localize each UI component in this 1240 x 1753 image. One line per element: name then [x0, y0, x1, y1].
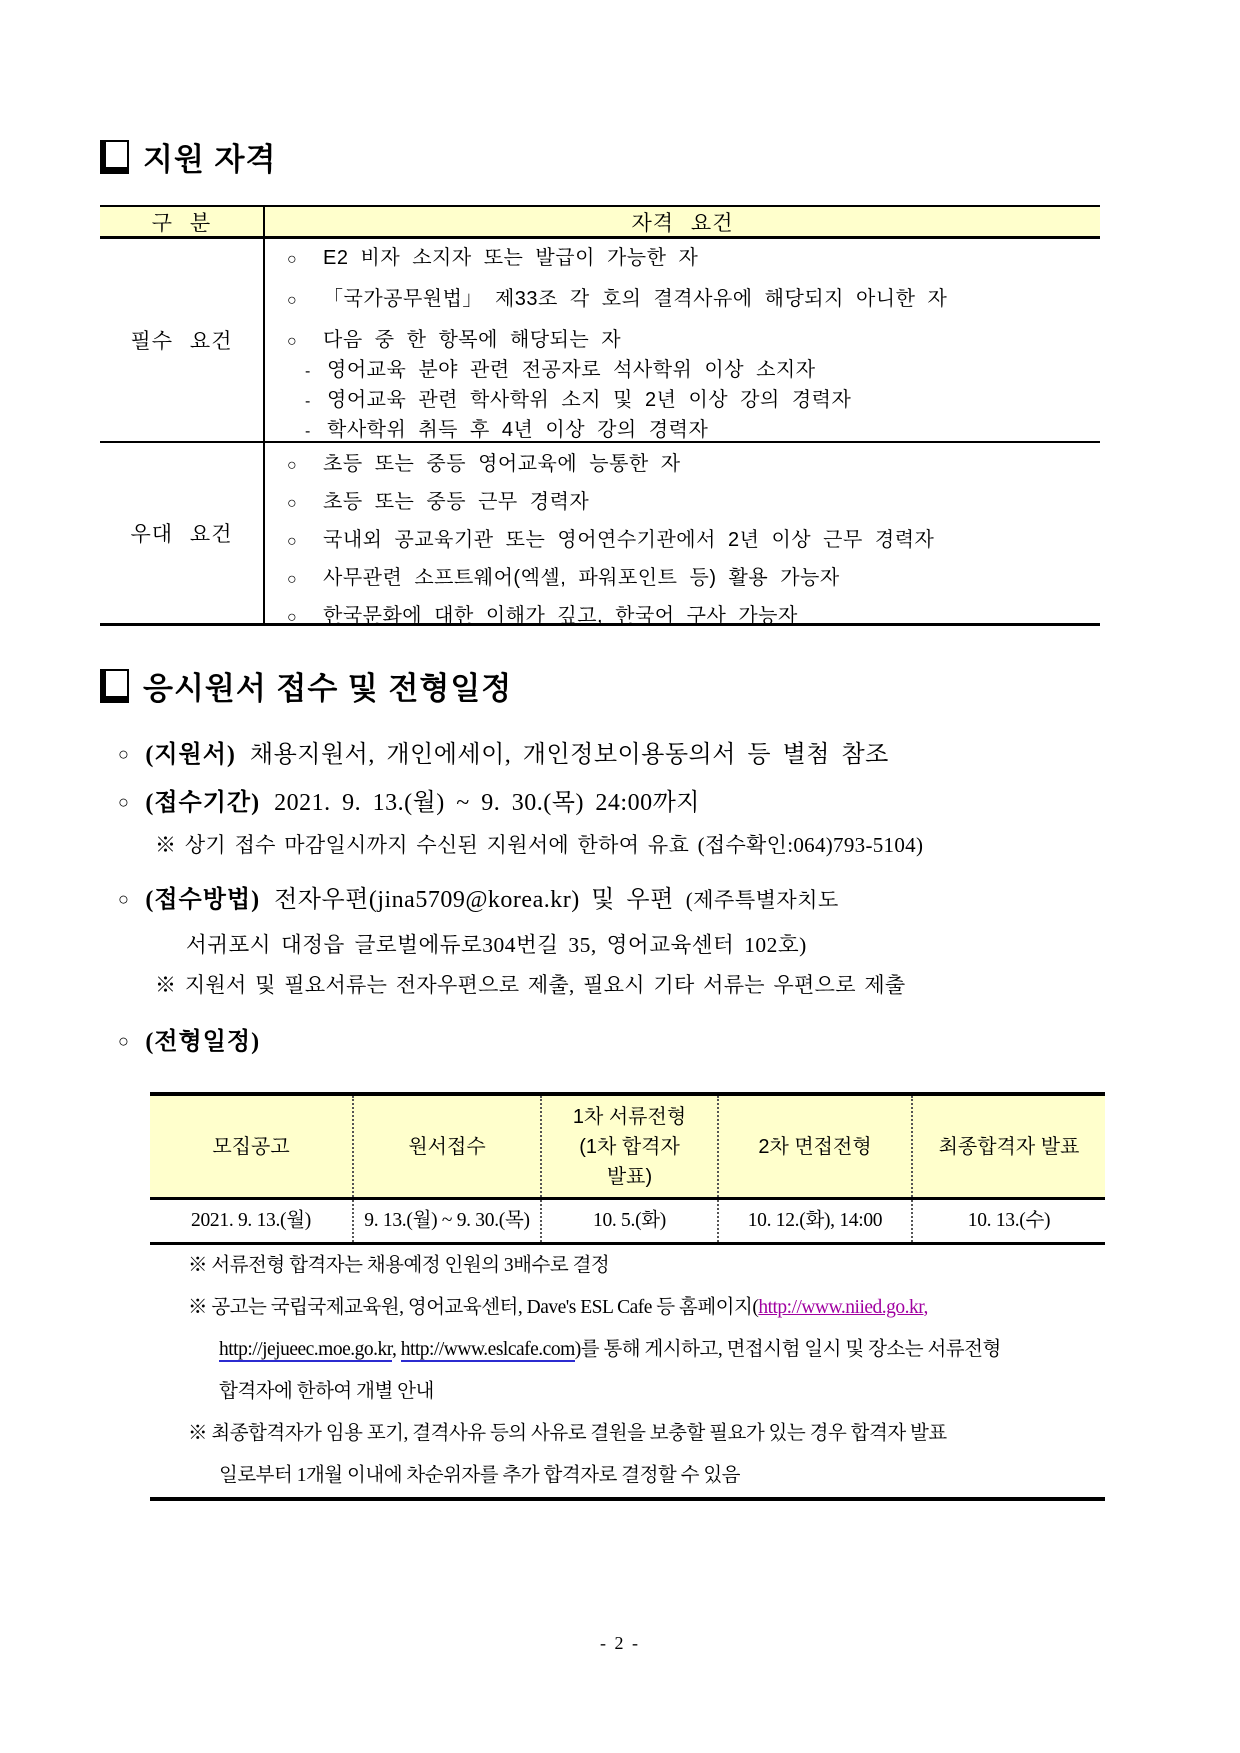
square-bullet-icon — [100, 669, 129, 703]
list-item — [287, 489, 1100, 517]
list-subitem — [287, 387, 1100, 415]
list-item — [287, 565, 1100, 593]
header-announcement: 모집공고 — [150, 1096, 354, 1197]
requirement-text: 초등 또는 중등 영어교육에 능통한 자 — [323, 453, 681, 475]
section-title-text: 응시원서 접수 및 전형일정 — [143, 671, 513, 706]
bullet-application-form — [118, 738, 889, 773]
circle-bullet-icon: ○ — [118, 1031, 130, 1051]
list-subitem — [287, 357, 1100, 385]
requirement-text: 한국문화에 대한 이해가 깊고, 한국어 구사 가능자 — [323, 605, 798, 627]
header-final-result: 최종합격자 발표 — [938, 1135, 1080, 1158]
qualification-table-header — [100, 207, 1100, 239]
list-item — [287, 327, 1100, 355]
note-text: )를 통해 게시하고, 면접시험 일시 및 장소는 서류전형 — [574, 1339, 1001, 1360]
note-line — [188, 1329, 1105, 1371]
list-item — [287, 527, 1100, 555]
circle-bullet-icon: ○ — [287, 333, 298, 350]
requirement-text: 「국가공무원법」 제33조 각 호의 결격사유에 해당되지 아니한 자 — [323, 288, 948, 310]
requirement-text: 다음 중 한 항목에 해당되는 자 — [323, 329, 622, 351]
note-text: ※ 공고는 국립국제교육원, 영어교육센터, Dave's ESL Cafe 등 홈페이지( — [188, 1297, 759, 1318]
circle-bullet-icon: ○ — [118, 889, 130, 909]
circle-bullet-icon: ○ — [287, 292, 298, 309]
row-label-preferred: 우대 요건 — [100, 443, 265, 623]
address-open: (제주특별자치도 — [685, 888, 839, 912]
bullet-text: 채용지원서, 개인에세이, 개인정보이용동의서 등 별첨 참조 — [249, 742, 889, 768]
list-item — [287, 451, 1100, 479]
section-title-qualifications — [100, 134, 276, 179]
circle-bullet-icon: ○ — [287, 495, 298, 512]
bullet-text: 2021. 9. 13.(월) ~ 9. 30.(목) 24:00까지 — [274, 790, 700, 816]
dash-bullet-icon: - — [305, 423, 311, 440]
cell-announcement-date: 2021. 9. 13.(월) — [150, 1200, 354, 1242]
header-line: 발표) — [606, 1165, 653, 1188]
required-items — [265, 239, 1100, 441]
note-submission: ※ 지원서 및 필요서류는 전자우편으로 제출, 필요시 기타 서류는 우편으로 제출 — [155, 973, 906, 997]
bullet-text: 전자우편(jina5709@korea.kr) 및 우편 — [274, 887, 674, 913]
schedule-table-row — [150, 1200, 1105, 1245]
link-comma: , — [923, 1297, 928, 1318]
requirement-text: 영어교육 관련 학사학위 소지 및 2년 이상 강의 경력자 — [327, 389, 852, 411]
note-line: 일로부터 1개월 이내에 차순위자를 추가 합격자로 결정할 수 있음 — [219, 1465, 741, 1486]
link-jejueec[interactable]: http://jejueec.moe.go.kr — [219, 1339, 392, 1360]
requirement-text: 사무관련 소프트웨어(엑셀, 파워포인트 등) 활용 가능자 — [323, 567, 840, 589]
table-row-required — [100, 239, 1100, 443]
header-line: (1차 합격자 — [579, 1135, 680, 1158]
address-continued: 서귀포시 대정읍 글로벌에듀로304번길 35, 영어교육센터 102호) — [186, 933, 807, 957]
schedule-notes — [150, 1245, 1105, 1497]
bullet-application-period — [118, 786, 700, 821]
list-item — [287, 286, 1100, 314]
table-row-preferred — [100, 443, 1100, 627]
bullet-label: (전형일정) — [145, 1029, 261, 1055]
section-title-text: 지원 자격 — [143, 142, 277, 177]
header-line: 1차 서류전형 — [572, 1105, 687, 1128]
circle-bullet-icon: ○ — [287, 251, 298, 268]
requirement-text: 국내외 공교육기관 또는 영어연수기관에서 2년 이상 근무 경력자 — [323, 529, 935, 551]
requirement-text: E2 비자 소지자 또는 발급이 가능한 자 — [323, 247, 699, 269]
requirement-text: 학사학위 취득 후 4년 이상 강의 경력자 — [327, 419, 709, 441]
note-line: 합격자에 한하여 개별 안내 — [219, 1381, 434, 1402]
note-line — [188, 1287, 1105, 1329]
cell-first-screening-date: 10. 5.(화) — [542, 1200, 719, 1242]
header-interview: 2차 면접전형 — [719, 1096, 913, 1197]
header-category: 구 분 — [100, 207, 265, 236]
note-deadline: ※ 상기 접수 마감일시까지 수신된 지원서에 한하여 유효 (접수확인:064)793-5104) — [155, 833, 924, 857]
dash-bullet-icon: - — [305, 363, 311, 380]
bullet-label: (접수기간) — [145, 790, 261, 816]
header-first-screening — [542, 1096, 719, 1197]
section-title-application — [100, 663, 512, 708]
circle-bullet-icon: ○ — [287, 533, 298, 550]
note-line: ※ 최종합격자가 임용 포기, 결격사유 등의 사유로 결원을 보충할 필요가 있는 경우 합격자 발표 — [188, 1423, 947, 1444]
circle-bullet-icon: ○ — [287, 609, 298, 626]
cell-interview-date: 10. 12.(화), 14:00 — [719, 1200, 913, 1242]
square-bullet-icon — [100, 140, 129, 174]
requirement-text: 영어교육 분야 관련 전공자로 석사학위 이상 소지자 — [327, 359, 816, 381]
qualification-table — [100, 205, 1100, 626]
list-item — [287, 245, 1100, 273]
preferred-items — [265, 443, 1100, 627]
bullet-label: (지원서) — [145, 742, 236, 768]
page-number: - 2 - — [600, 1633, 640, 1653]
list-subitem — [287, 417, 1100, 445]
bullet-schedule — [118, 1025, 274, 1060]
note-text: , — [391, 1339, 401, 1360]
row-label-required: 필수 요건 — [100, 239, 265, 441]
link-niied[interactable]: http://www.niied.go.kr — [758, 1297, 924, 1318]
circle-bullet-icon: ○ — [287, 457, 298, 474]
bullet-label: (접수방법) — [145, 887, 261, 913]
bullet-submission-method — [118, 883, 839, 918]
list-item — [287, 603, 1100, 631]
header-application: 원서접수 — [354, 1096, 542, 1197]
schedule-table-header — [150, 1096, 1105, 1200]
dash-bullet-icon: - — [305, 393, 311, 410]
cell-application-dates: 9. 13.(월) ~ 9. 30.(목) — [354, 1200, 542, 1242]
circle-bullet-icon: ○ — [118, 744, 130, 764]
note-line: ※ 서류전형 합격자는 채용예정 인원의 3배수로 결정 — [188, 1255, 610, 1276]
link-eslcafe[interactable]: http://www.eslcafe.com — [400, 1339, 575, 1360]
requirement-text: 초등 또는 중등 근무 경력자 — [323, 491, 590, 513]
cell-final-result-date: 10. 13.(수) — [967, 1210, 1051, 1231]
schedule-table — [150, 1092, 1105, 1501]
circle-bullet-icon: ○ — [287, 571, 298, 588]
header-requirements: 자격 요건 — [631, 211, 734, 235]
circle-bullet-icon: ○ — [118, 792, 130, 812]
